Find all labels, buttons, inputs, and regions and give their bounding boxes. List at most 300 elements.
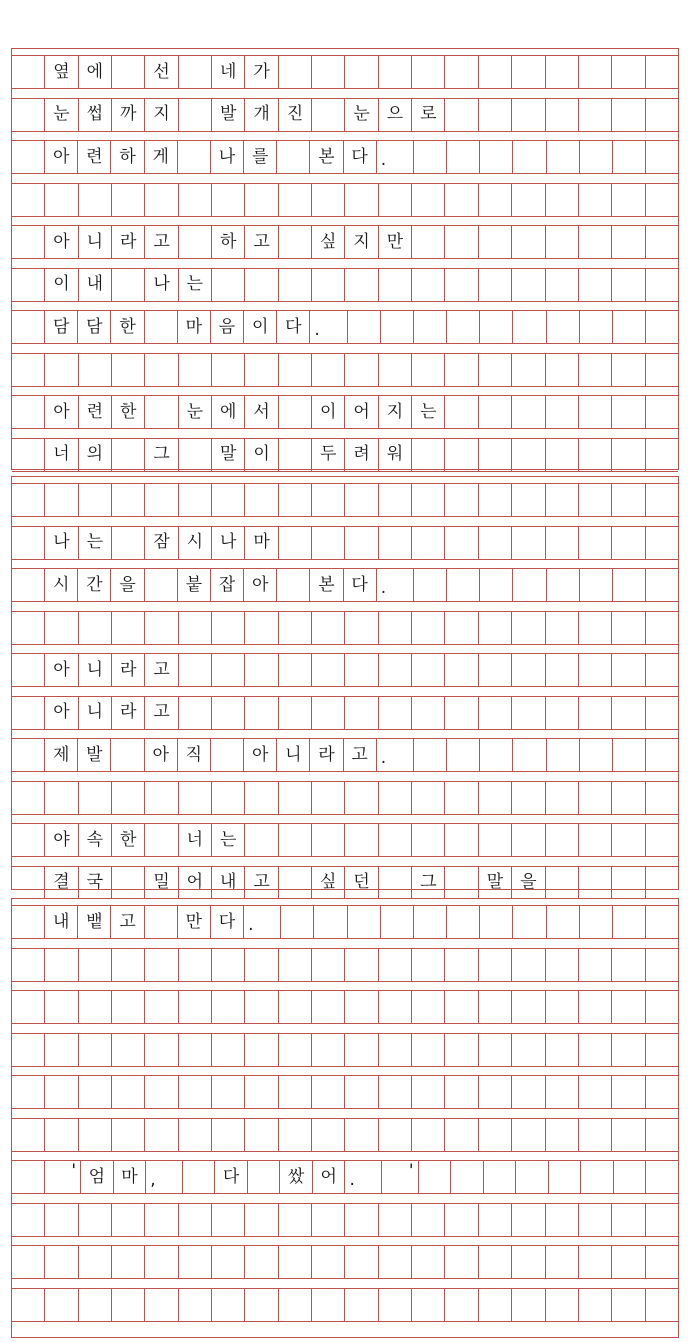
grid-cell [279, 484, 312, 516]
grid-cell [45, 1204, 78, 1236]
grid-cell [445, 527, 478, 559]
manuscript-row [12, 268, 678, 302]
grid-cell: 엄 [81, 1161, 114, 1193]
grid-cell [412, 1246, 445, 1278]
grid-cell [479, 991, 512, 1023]
grid-cell [345, 991, 378, 1023]
grid-cell [12, 569, 45, 601]
grid-cell: 나 [145, 269, 178, 301]
grid-cell: 다 [215, 1161, 248, 1193]
grid-cell [112, 1289, 145, 1321]
grid-cell: 음 [211, 311, 244, 343]
grid-cell: 밀 [145, 867, 178, 899]
grid-cell [45, 782, 78, 814]
grid-cell [480, 906, 513, 938]
grid-cell [445, 226, 478, 258]
grid-cell [546, 654, 579, 686]
grid-cell [513, 141, 546, 173]
grid-cell [279, 612, 312, 644]
grid-cell [612, 1289, 645, 1321]
grid-cell: 그 [412, 867, 445, 899]
grid-cell [612, 824, 645, 856]
grid-cell [79, 354, 112, 386]
grid-cell: 에 [79, 56, 112, 88]
grid-cell [111, 739, 144, 771]
grid-cell: 를 [244, 141, 277, 173]
grid-cell: 의 [79, 439, 112, 471]
grid-cell: 나 [211, 141, 244, 173]
grid-cell [646, 867, 678, 899]
grid-cell [414, 569, 447, 601]
grid-cell [646, 1161, 678, 1193]
grid-cell [646, 782, 678, 814]
grid-cell [516, 1161, 549, 1193]
grid-cell [279, 56, 312, 88]
grid-cell [245, 1119, 278, 1151]
grid-cell [579, 484, 612, 516]
grid-cell [547, 739, 580, 771]
grid-cell [546, 867, 579, 899]
grid-cell: . [377, 739, 414, 771]
grid-cell [179, 484, 212, 516]
grid-cell: . [310, 311, 347, 343]
manuscript-row [12, 1288, 678, 1322]
grid-cell [512, 484, 545, 516]
grid-cell: . [377, 569, 414, 601]
grid-cell [248, 1161, 281, 1193]
grid-cell: 야 [45, 824, 78, 856]
grid-cell [12, 1034, 45, 1066]
grid-cell [112, 1034, 145, 1066]
grid-cell [445, 1204, 478, 1236]
grid-cell [312, 269, 345, 301]
grid-cell [312, 354, 345, 386]
grid-cell [480, 141, 513, 173]
grid-cell [612, 56, 645, 88]
grid-cell [546, 56, 579, 88]
grid-cell [512, 184, 545, 216]
grid-cell [179, 1204, 212, 1236]
grid-cell [612, 527, 645, 559]
grid-cell [279, 824, 312, 856]
grid-cell [345, 782, 378, 814]
manuscript-row [12, 353, 678, 387]
grid-cell [345, 697, 378, 729]
grid-cell [512, 1034, 545, 1066]
grid-cell [445, 1246, 478, 1278]
grid-cell: 고 [344, 739, 377, 771]
grid-cell [412, 439, 445, 471]
grid-cell [279, 867, 312, 899]
grid-cell: 아 [45, 226, 78, 258]
grid-cell [579, 439, 612, 471]
grid-cell [212, 184, 245, 216]
grid-cell [12, 1246, 45, 1278]
grid-cell [612, 612, 645, 644]
grid-cell [212, 1119, 245, 1151]
grid-cell [179, 56, 212, 88]
grid-cell [379, 184, 412, 216]
grid-cell [546, 782, 579, 814]
manuscript-row [12, 483, 678, 517]
grid-cell [245, 354, 278, 386]
grid-cell [279, 269, 312, 301]
grid-cell [547, 141, 580, 173]
grid-cell [445, 99, 478, 131]
grid-cell [348, 906, 381, 938]
grid-cell: 는 [212, 824, 245, 856]
grid-cell [579, 991, 612, 1023]
grid-cell: 싶 [312, 867, 345, 899]
grid-cell [512, 226, 545, 258]
grid-cell: 아 [45, 697, 78, 729]
grid-cell: 진 [279, 99, 312, 131]
grid-cell [546, 396, 579, 428]
grid-cell [612, 991, 645, 1023]
grid-cell [512, 949, 545, 981]
grid-cell [579, 697, 612, 729]
grid-cell [379, 527, 412, 559]
grid-cell [312, 56, 345, 88]
manuscript-row [12, 438, 678, 472]
grid-cell [145, 1289, 178, 1321]
grid-cell [579, 1204, 612, 1236]
grid-cell [613, 906, 646, 938]
grid-cell [479, 527, 512, 559]
grid-cell [379, 949, 412, 981]
grid-cell [480, 739, 513, 771]
grid-cell [646, 439, 678, 471]
grid-cell [112, 782, 145, 814]
grid-cell [279, 1119, 312, 1151]
grid-cell [345, 354, 378, 386]
manuscript-row [12, 781, 678, 815]
grid-cell: 어 [345, 396, 378, 428]
grid-cell [412, 782, 445, 814]
grid-cell [447, 311, 480, 343]
manuscript-row [12, 823, 678, 857]
grid-cell [12, 1119, 45, 1151]
grid-cell [579, 1076, 612, 1108]
grid-cell: , [146, 1161, 183, 1193]
grid-cell [312, 184, 345, 216]
grid-cell: 다 [344, 141, 377, 173]
manuscript-row [12, 611, 678, 645]
manuscript-row [12, 1075, 678, 1109]
grid-cell [546, 949, 579, 981]
grid-cell [580, 311, 613, 343]
grid-cell [45, 612, 78, 644]
grid-cell [479, 782, 512, 814]
grid-cell [546, 527, 579, 559]
grid-cell: 하 [212, 226, 245, 258]
grid-cell [580, 739, 613, 771]
manuscript-page [11, 476, 679, 890]
grid-cell [312, 1246, 345, 1278]
grid-cell [414, 906, 447, 938]
grid-cell [45, 1246, 78, 1278]
grid-cell [579, 612, 612, 644]
grid-cell: 아 [45, 396, 78, 428]
grid-cell: . [244, 906, 281, 938]
grid-cell [579, 269, 612, 301]
grid-cell: 고 [245, 867, 278, 899]
grid-cell [479, 354, 512, 386]
grid-cell [612, 354, 645, 386]
grid-cell [245, 1076, 278, 1108]
grid-cell [579, 1246, 612, 1278]
grid-cell [212, 1246, 245, 1278]
grid-cell: 지 [145, 99, 178, 131]
manuscript-row [12, 1033, 678, 1067]
grid-cell [614, 1161, 647, 1193]
grid-cell [379, 1204, 412, 1236]
grid-cell: 그 [145, 439, 178, 471]
grid-cell [445, 991, 478, 1023]
grid-cell [112, 867, 145, 899]
grid-cell [546, 269, 579, 301]
grid-cell [445, 867, 478, 899]
grid-cell [547, 569, 580, 601]
grid-cell [512, 1204, 545, 1236]
grid-cell [12, 949, 45, 981]
grid-cell [179, 1119, 212, 1151]
grid-cell [279, 226, 312, 258]
grid-cell [345, 824, 378, 856]
manuscript-row [12, 1160, 678, 1194]
grid-cell [447, 141, 480, 173]
grid-cell: 로 [412, 99, 445, 131]
grid-cell [512, 1289, 545, 1321]
grid-cell [112, 949, 145, 981]
grid-cell [212, 484, 245, 516]
grid-cell [112, 1076, 145, 1108]
grid-cell: 마 [178, 311, 211, 343]
grid-cell [79, 612, 112, 644]
grid-cell [345, 1076, 378, 1108]
grid-cell: 워 [379, 439, 412, 471]
grid-cell [312, 654, 345, 686]
grid-cell [646, 949, 678, 981]
grid-cell [12, 484, 45, 516]
grid-cell [646, 1076, 678, 1108]
grid-cell [379, 612, 412, 644]
grid-cell: 내 [212, 867, 245, 899]
grid-cell [279, 654, 312, 686]
grid-cell: 지 [379, 396, 412, 428]
grid-cell [445, 612, 478, 644]
grid-cell [379, 269, 412, 301]
grid-cell [646, 527, 678, 559]
grid-cell [245, 949, 278, 981]
grid-cell [412, 269, 445, 301]
grid-cell [279, 1204, 312, 1236]
grid-cell: 마 [114, 1161, 147, 1193]
grid-cell [549, 1161, 582, 1193]
grid-cell [379, 1119, 412, 1151]
grid-cell [579, 56, 612, 88]
grid-cell [512, 654, 545, 686]
grid-cell [646, 1119, 678, 1151]
grid-cell [12, 141, 45, 173]
grid-cell [419, 1161, 452, 1193]
grid-cell: 본 [310, 569, 343, 601]
grid-cell: 고 [145, 226, 178, 258]
grid-cell [145, 311, 178, 343]
grid-cell [412, 654, 445, 686]
grid-cell [245, 269, 278, 301]
grid-cell [546, 697, 579, 729]
grid-cell [112, 354, 145, 386]
grid-cell: ' [382, 1161, 419, 1193]
grid-cell [612, 226, 645, 258]
grid-cell [646, 269, 678, 301]
grid-cell: 까 [112, 99, 145, 131]
manuscript-page [11, 898, 679, 1338]
grid-cell [646, 739, 678, 771]
grid-cell [379, 782, 412, 814]
grid-cell [312, 612, 345, 644]
grid-cell [379, 991, 412, 1023]
grid-cell: 련 [78, 141, 111, 173]
grid-cell: 만 [379, 226, 412, 258]
grid-cell [646, 906, 678, 938]
grid-cell [445, 1119, 478, 1151]
grid-cell [479, 99, 512, 131]
grid-cell [412, 56, 445, 88]
grid-cell [145, 1034, 178, 1066]
grid-cell [279, 949, 312, 981]
grid-cell [179, 184, 212, 216]
grid-cell [12, 654, 45, 686]
grid-cell: 이 [244, 311, 277, 343]
grid-cell [12, 354, 45, 386]
grid-cell [145, 484, 178, 516]
grid-cell [79, 184, 112, 216]
grid-cell [12, 1204, 45, 1236]
grid-cell [414, 311, 447, 343]
grid-cell [646, 396, 678, 428]
grid-cell [212, 269, 245, 301]
grid-cell [45, 1289, 78, 1321]
grid-cell: 네 [212, 56, 245, 88]
grid-cell [112, 1204, 145, 1236]
grid-cell [412, 1034, 445, 1066]
grid-cell [646, 654, 678, 686]
grid-cell [612, 1119, 645, 1151]
grid-cell: 썹 [79, 99, 112, 131]
grid-cell [345, 1119, 378, 1151]
grid-cell [314, 906, 347, 938]
grid-cell [646, 824, 678, 856]
grid-cell [245, 782, 278, 814]
grid-cell [379, 484, 412, 516]
grid-cell [612, 949, 645, 981]
grid-cell [612, 1246, 645, 1278]
grid-cell [512, 991, 545, 1023]
grid-cell: 한 [112, 824, 145, 856]
grid-cell: 말 [212, 439, 245, 471]
grid-cell: 본 [310, 141, 343, 173]
grid-cell [45, 949, 78, 981]
grid-cell: 라 [310, 739, 343, 771]
grid-cell [379, 1076, 412, 1108]
grid-cell [145, 991, 178, 1023]
grid-cell: 으 [379, 99, 412, 131]
grid-cell [646, 991, 678, 1023]
grid-cell [547, 906, 580, 938]
grid-cell [646, 184, 678, 216]
manuscript-row [12, 1118, 678, 1152]
grid-cell [412, 949, 445, 981]
grid-cell: 국 [79, 867, 112, 899]
grid-cell [512, 354, 545, 386]
grid-cell [580, 569, 613, 601]
grid-cell [312, 782, 345, 814]
grid-cell: 내 [79, 269, 112, 301]
grid-cell: 발 [78, 739, 111, 771]
grid-cell [479, 226, 512, 258]
grid-cell [45, 1076, 78, 1108]
grid-cell [512, 527, 545, 559]
grid-cell [145, 949, 178, 981]
grid-cell [12, 396, 45, 428]
grid-cell [245, 991, 278, 1023]
grid-cell [646, 226, 678, 258]
grid-cell: 눈 [45, 99, 78, 131]
grid-cell [12, 439, 45, 471]
grid-cell [312, 1119, 345, 1151]
manuscript-row [12, 140, 678, 174]
manuscript-row [12, 395, 678, 429]
grid-cell: 직 [178, 739, 211, 771]
grid-cell [546, 1076, 579, 1108]
grid-cell [412, 484, 445, 516]
grid-cell: 라 [112, 226, 145, 258]
grid-cell [479, 56, 512, 88]
grid-cell [245, 654, 278, 686]
grid-cell [312, 1204, 345, 1236]
grid-cell [245, 484, 278, 516]
grid-cell [112, 612, 145, 644]
grid-cell [345, 527, 378, 559]
grid-cell [245, 184, 278, 216]
grid-cell [245, 612, 278, 644]
grid-cell [79, 991, 112, 1023]
grid-cell [379, 56, 412, 88]
grid-cell: 라 [112, 697, 145, 729]
grid-cell [579, 1289, 612, 1321]
grid-cell [646, 484, 678, 516]
grid-cell [512, 396, 545, 428]
grid-cell: 아 [45, 654, 78, 686]
grid-cell [445, 396, 478, 428]
grid-cell: 마 [245, 527, 278, 559]
grid-cell [646, 99, 678, 131]
grid-cell [345, 484, 378, 516]
grid-cell [412, 226, 445, 258]
grid-cell [245, 1246, 278, 1278]
grid-cell [579, 654, 612, 686]
grid-cell: 가 [245, 56, 278, 88]
grid-cell [612, 1034, 645, 1066]
grid-cell: 니 [79, 226, 112, 258]
grid-cell [479, 1204, 512, 1236]
grid-cell [245, 1289, 278, 1321]
grid-cell [277, 569, 310, 601]
grid-cell [445, 269, 478, 301]
grid-cell [612, 99, 645, 131]
